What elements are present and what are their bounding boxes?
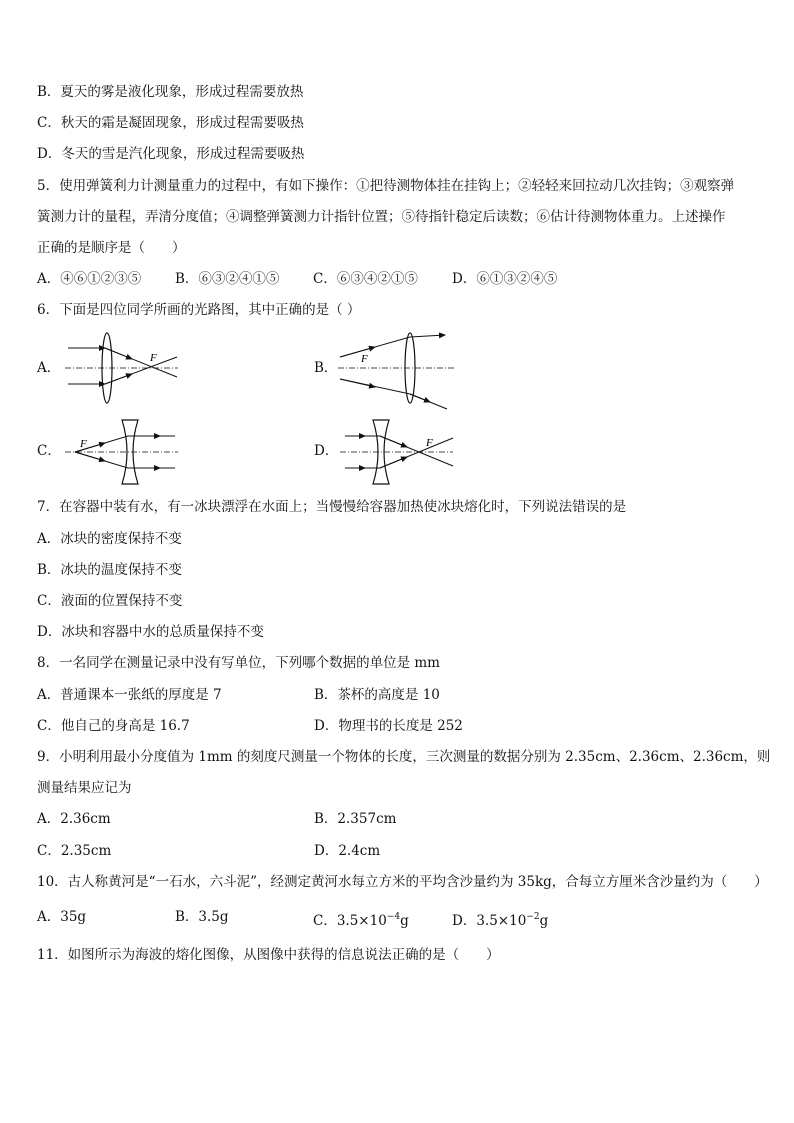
q6-diagram-c-label: C． bbox=[37, 443, 61, 459]
q5-stem-line3: 正确的是顺序是（ ） bbox=[37, 240, 186, 256]
q7-option-c: C．液面的位置保持不变 bbox=[37, 593, 183, 609]
q7-option-b: B．冰块的温度保持不变 bbox=[37, 562, 182, 578]
q6-diagram-b-label: B． bbox=[314, 360, 338, 376]
q6-b-focus-label: F bbox=[361, 353, 368, 365]
q11-stem: 11．如图所示为海波的熔化图像，从图像中获得的信息说法正确的是（ ） bbox=[37, 947, 500, 963]
q6-diagram-c bbox=[60, 418, 185, 488]
q10-option-d-exponent: −2 bbox=[526, 912, 540, 922]
q6-diagram-a bbox=[60, 332, 185, 412]
q4-option-d: D．冬天的雪是汽化现象，形成过程需要吸热 bbox=[37, 146, 305, 162]
q10-option-d-base: D．3.5×10 bbox=[452, 913, 527, 929]
q7-option-d: D．冰块和容器中水的总质量保持不变 bbox=[37, 624, 264, 640]
q6-diagram-d bbox=[335, 418, 460, 488]
q10-option-a: A．35g bbox=[37, 909, 87, 925]
q6-c-focus-label: F bbox=[80, 438, 87, 450]
q6-diagram-b bbox=[335, 332, 460, 412]
q9-option-d: D．2.4cm bbox=[314, 843, 381, 859]
q6-d-focus-label: F bbox=[426, 437, 433, 449]
q5-option-c: C．⑥③④②①⑤ bbox=[313, 271, 418, 287]
q10-option-c-exponent: −4 bbox=[386, 912, 401, 922]
q4-option-c: C．秋天的霜是凝固现象，形成过程需要吸热 bbox=[37, 115, 304, 131]
q8-stem: 8．一名同学在测量记录中没有写单位，下列哪个数据的单位是 mm bbox=[37, 655, 440, 671]
q6-diagram-a-label: A． bbox=[37, 360, 61, 376]
q10-option-b: B．3.5g bbox=[175, 909, 229, 925]
q8-option-d: D．物理书的长度是 252 bbox=[314, 718, 463, 734]
q5-option-b: B．⑥③②④①⑤ bbox=[175, 271, 280, 287]
q8-option-a: A．普通课本一张纸的厚度是 7 bbox=[37, 687, 222, 703]
q10-option-d-unit: g bbox=[539, 913, 549, 929]
q5-option-d: D．⑥①③②④⑤ bbox=[452, 271, 558, 287]
q10-option-c-unit: g bbox=[400, 913, 409, 929]
q10-option-c-base: C．3.5×10 bbox=[313, 913, 387, 929]
q9-stem-line2: 测量结果应记为 bbox=[37, 780, 132, 796]
q10-stem: 10．古人称黄河是“一石水，六斗泥”，经测定黄河水每立方米的平均含沙量约为 35kg，合每立方厘米含沙量约为（ ） bbox=[37, 874, 768, 890]
q10-option-c bbox=[313, 908, 409, 930]
q7-option-a: A．冰块的密度保持不变 bbox=[37, 531, 182, 547]
q9-option-c: C．2.35cm bbox=[37, 843, 112, 859]
q5-stem-line1: 5．使用弹簧利力计测量重力的过程中，有如下操作：①把待测物体挂在挂钩上；②轻轻来回拉动几次挂钩；③观察弹 bbox=[37, 178, 735, 194]
q8-option-b: B．茶杯的高度是 10 bbox=[314, 687, 440, 703]
q7-stem: 7．在容器中装有水，有一冰块漂浮在水面上；当慢慢给容器加热使冰块熔化时，下列说法错误的是 bbox=[37, 499, 627, 515]
q6-diagram-d-label: D． bbox=[314, 443, 339, 459]
q9-option-b: B．2.357cm bbox=[314, 811, 397, 827]
q5-option-a: A．④⑥①②③⑤ bbox=[37, 271, 142, 287]
q10-option-d bbox=[452, 908, 548, 930]
q9-stem-line1: 9．小明利用最小分度值为 1mm 的刻度尺测量一个物体的长度，三次测量的数据分别为 2.35cm、2.36cm、2.36cm，则 bbox=[37, 749, 771, 765]
q5-stem-line2: 簧测力计的量程，弄清分度值；④调整弹簧测力计指针位置；⑤待指针稳定后读数；⑥估计待测物体重力。上述操作 bbox=[37, 209, 726, 225]
q8-option-c: C．他自己的身高是 16.7 bbox=[37, 718, 190, 734]
q4-option-b: B．夏天的雾是液化现象，形成过程需要放热 bbox=[37, 84, 304, 100]
q6-a-focus-label: F bbox=[150, 352, 157, 364]
q6-stem: 6．下面是四位同学所画的光路图，其中正确的是（ ） bbox=[37, 302, 361, 318]
q9-option-a: A．2.36cm bbox=[37, 811, 111, 827]
